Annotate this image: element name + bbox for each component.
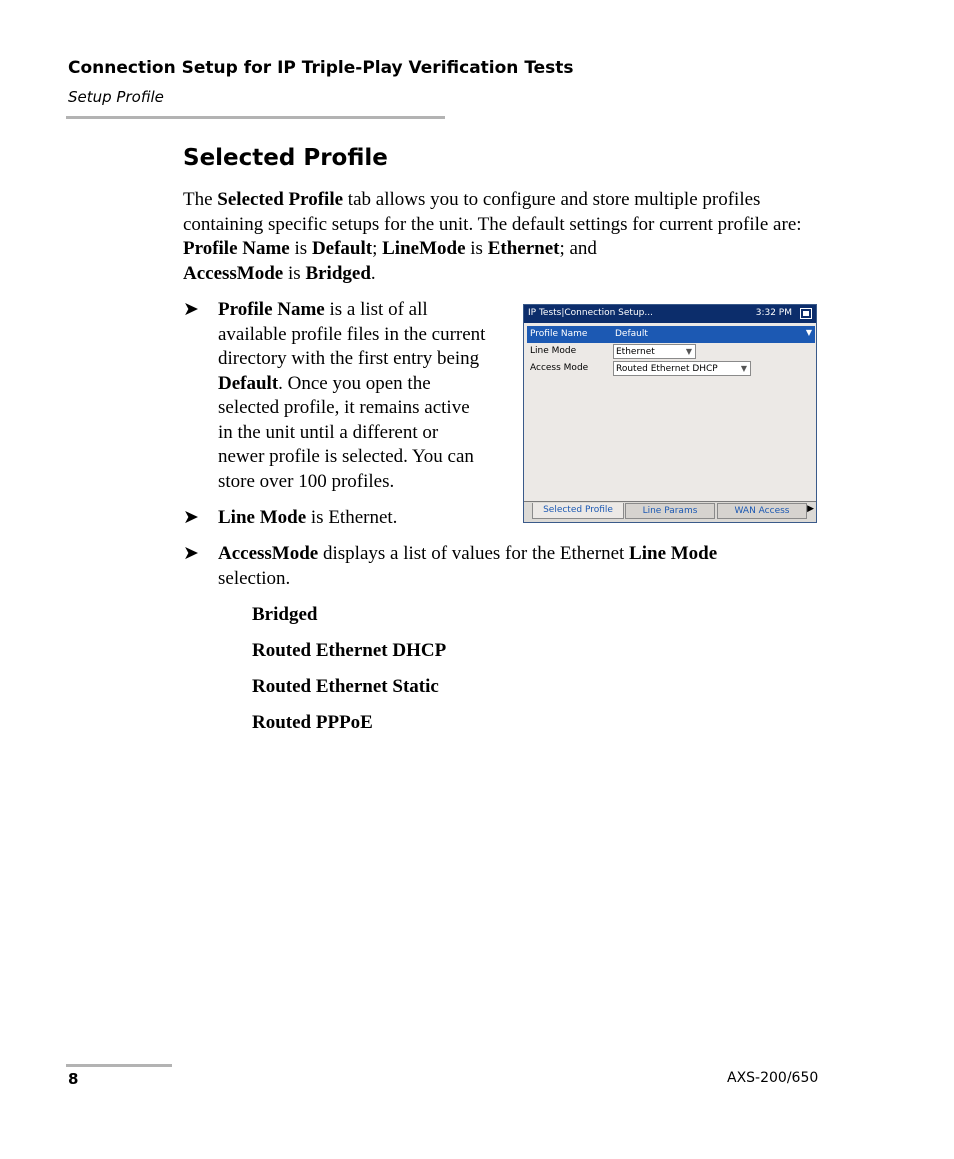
device-titlebar xyxy=(524,305,816,323)
chevron-down-icon: ▼ xyxy=(685,347,692,356)
profile-name-value: Default xyxy=(615,329,648,339)
running-header-subtitle: Setup Profile xyxy=(68,88,164,106)
chevron-down-icon: ▼ xyxy=(740,364,747,373)
tab-line-params[interactable]: Line Params xyxy=(625,503,715,519)
bullet-arrow-icon: ➤ xyxy=(183,543,199,564)
option-item: Routed Ethernet DHCP xyxy=(252,640,447,661)
running-header-title: Connection Setup for IP Triple-Play Verification Tests xyxy=(68,58,574,78)
footer-rule xyxy=(66,1064,172,1067)
intro-paragraph: The Selected Profile tab allows you to configure and store multiple profiles containing specific setups for the unit. The default settings for current profile are: Profile Name is Default; LineMode is Ethernet; and AccessMode is Bridged. xyxy=(183,189,802,284)
page-number: 8 xyxy=(68,1070,79,1088)
section-title: Selected Profile xyxy=(183,145,388,171)
option-item: Routed Ethernet Static xyxy=(252,676,439,697)
line-mode-dropdown[interactable] xyxy=(613,344,696,359)
option-item: Bridged xyxy=(252,604,318,625)
device-title: IP Tests|Connection Setup... xyxy=(528,308,653,318)
bullet-access-mode: AccessMode displays a list of values for the Ethernet Line Mode selection. xyxy=(218,543,718,589)
battery-icon xyxy=(800,308,812,319)
option-item: Routed PPPoE xyxy=(252,712,373,733)
bullet-profile-name: Profile Name is a list of all available profile files in the current directory with the first entry being Default. Once you open the selected profile, it remains active in the unit until a different or newer profile is selected. You can store over 100 profiles. xyxy=(218,299,486,492)
tab-scroll-right-icon[interactable]: ▶ xyxy=(807,504,814,514)
profile-name-row[interactable] xyxy=(527,326,815,343)
line-mode-label: Line Mode xyxy=(530,346,577,356)
access-mode-label: Access Mode xyxy=(530,363,589,373)
line-mode-value: Ethernet xyxy=(616,347,655,357)
bullet-arrow-icon: ➤ xyxy=(183,507,199,528)
profile-name-label: Profile Name xyxy=(530,329,588,339)
product-model: AXS-200/650 xyxy=(727,1070,819,1086)
tab-selected-profile[interactable]: Selected Profile xyxy=(532,503,624,519)
device-screenshot xyxy=(523,304,817,523)
bullet-line-mode: Line Mode is Ethernet. xyxy=(218,507,398,528)
header-rule xyxy=(66,116,445,119)
tab-wan-access[interactable]: WAN Access xyxy=(717,503,807,519)
chevron-down-icon[interactable]: ▼ xyxy=(805,328,812,337)
device-tab-bar xyxy=(524,501,816,522)
device-clock: 3:32 PM xyxy=(755,308,792,318)
bullet-arrow-icon: ➤ xyxy=(183,299,199,320)
access-mode-value: Routed Ethernet DHCP xyxy=(616,364,718,374)
access-mode-dropdown[interactable] xyxy=(613,361,751,376)
